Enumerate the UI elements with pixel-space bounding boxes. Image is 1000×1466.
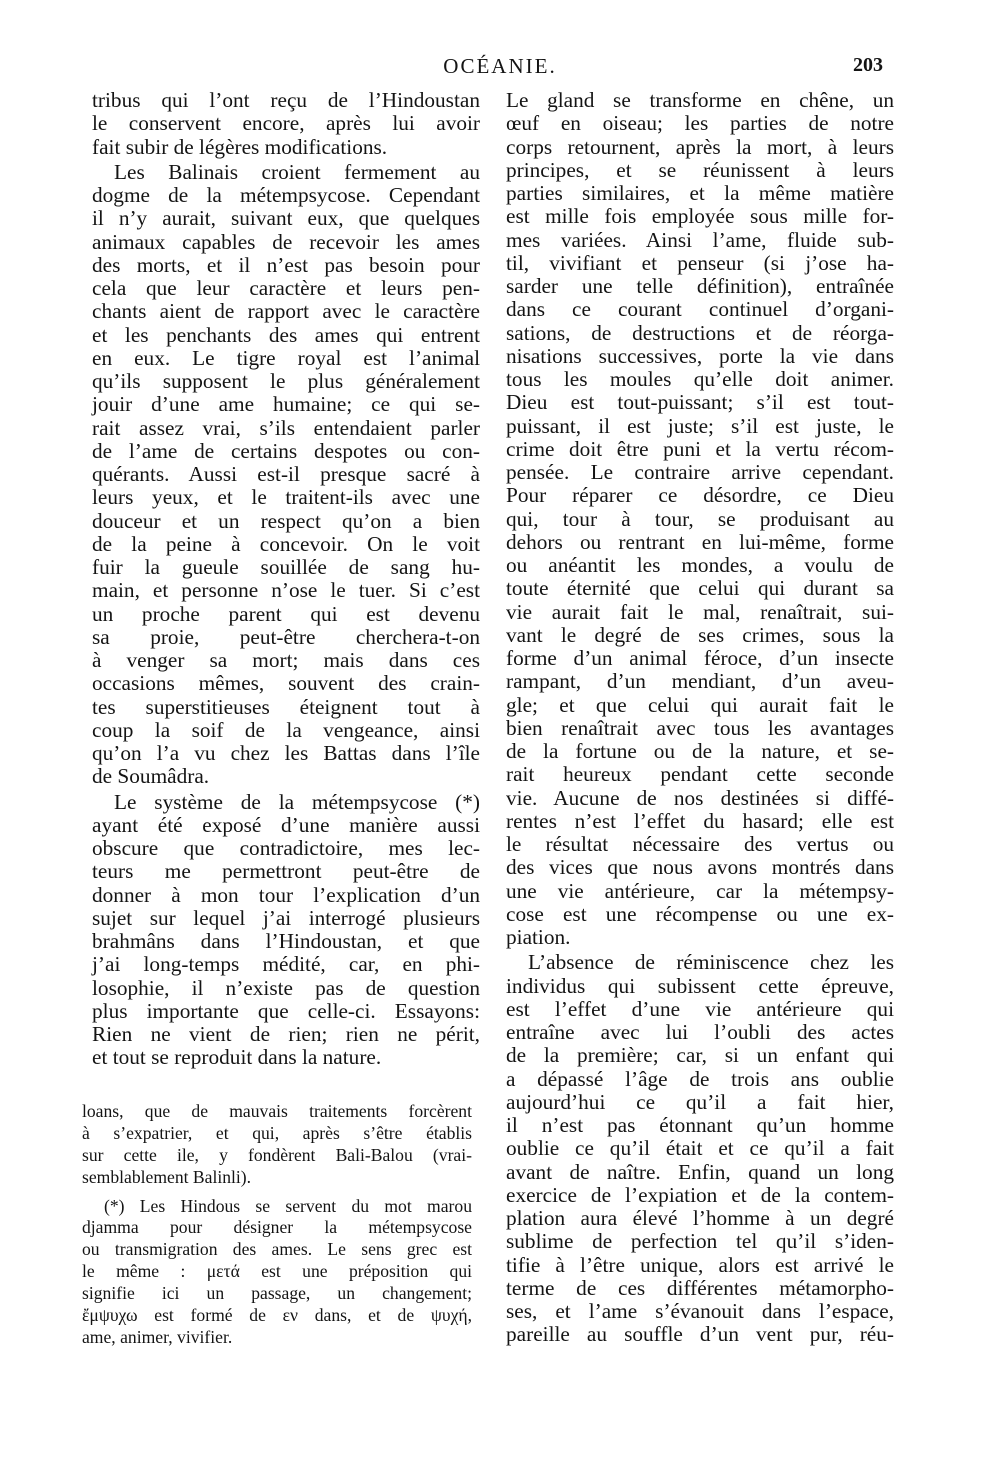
text-line: teurs me permettront peut-être de xyxy=(92,859,480,884)
text-line: sublime de perfection tel qu’il s’iden- xyxy=(506,1229,894,1254)
text-line: rait heureux pendant cette seconde xyxy=(506,762,894,787)
text-line: donner à mon tour l’explication d’un xyxy=(92,882,480,907)
text-line: tes superstitieuses éteignent tout à xyxy=(92,694,480,719)
text-line: qui, tour à tour, se produisant au xyxy=(506,506,894,531)
text-line: djamma pour désigner la métempsycose xyxy=(82,1217,472,1238)
footnote xyxy=(82,1196,472,1349)
text-line: vie aurait fait le mal, renaîtrait, sui- xyxy=(506,599,894,624)
text-line: de l’ame de certains despotes ou con- xyxy=(92,438,480,463)
text-line: nisations successives, porte la vie dans xyxy=(506,343,894,368)
text-line: individus qui subissent cette épreuve, xyxy=(506,973,894,998)
text-line: chants aient de rapport avec le caractère xyxy=(92,299,480,324)
text-line: à s’expatrier, et qui, après s’être établis xyxy=(82,1122,472,1143)
text-line: a dépassé l’âge de trois ans oublie xyxy=(506,1066,894,1091)
text-line: til, vivifiant et penseur (si j’ose ha- xyxy=(506,250,894,275)
text-line: Rien ne vient de rien; rien ne périt, xyxy=(92,1022,480,1046)
text-line: vie. Aucune de nos destinées si diffé- xyxy=(506,785,894,810)
text-line: terme de ces différentes métamorpho- xyxy=(506,1275,894,1300)
text-line: fait subir de légères modifications. xyxy=(92,134,388,159)
text-line: quérants. Aussi est-il presque sacré à xyxy=(92,462,480,486)
left-column xyxy=(92,89,480,1070)
text-line: le résultat nécessaire des vertus ou xyxy=(506,832,894,856)
text-line: sur cette ile, y fondèrent Bali-Balou (vrai- xyxy=(82,1144,472,1165)
text-line: ἔμψυχω est formé de εν dans, et de ψυχή, xyxy=(82,1305,472,1326)
text-line: loans, que de mauvais traitements forcèrent xyxy=(82,1101,472,1121)
text-line: il n’est pas étonnant qu’un homme xyxy=(506,1113,894,1137)
text-line: est mille fois employée sous mille for- xyxy=(506,204,894,229)
text-line: de la peine à concevoir. On le voit xyxy=(92,531,480,556)
footnote xyxy=(82,1101,472,1189)
text-line: œuf en oiseau; les parties de notre xyxy=(506,111,894,136)
paragraph xyxy=(92,161,480,789)
text-line: tous les moules qu’elle doit animer. xyxy=(506,367,894,391)
text-line: plus importante que celle-ci. Essayons: xyxy=(92,998,480,1023)
text-line: des vices que nous avons montrés dans xyxy=(506,855,894,880)
text-line: le même : μετά est une préposition qui xyxy=(82,1261,472,1282)
text-line: jouir d’une ame humaine; ce qui se- xyxy=(92,392,480,417)
paragraph xyxy=(506,951,894,1346)
text-line: qu’on l’a vu chez les Battas dans l’île xyxy=(92,741,480,765)
text-line: mes variées. Ainsi l’ame, fluide sub- xyxy=(506,227,894,252)
text-line: avant de naître. Enfin, quand un long xyxy=(506,1159,894,1184)
paragraph xyxy=(92,89,480,159)
text-line: ame, animer, vivifier. xyxy=(82,1326,233,1347)
text-line: dans ce courant continuel d’organi- xyxy=(506,297,894,322)
text-line: en eux. Le tigre royal est l’animal xyxy=(92,345,480,370)
text-line: principes, et se réunissent à leurs xyxy=(506,157,894,182)
text-line: une vie antérieure, car la métempsy- xyxy=(506,878,894,903)
text-line: et les penchants des ames qui entrent xyxy=(92,322,480,347)
text-line: et tout se reproduit dans la nature. xyxy=(92,1045,382,1070)
text-line: de la première; car, si un enfant qui xyxy=(506,1043,894,1068)
text-line: Dieu est tout-puissant; s’il est tout- xyxy=(506,390,894,415)
text-line: oublie ce qu’il était et ce qu’il a fait xyxy=(506,1136,894,1161)
text-line: cela que leur caractère et leurs pen- xyxy=(92,276,480,300)
text-line: leurs yeux, et le traitent-ils avec une xyxy=(92,485,480,510)
text-line: pareille au souffle d’un vent pur, réu- xyxy=(506,1322,894,1347)
right-column xyxy=(506,89,894,1347)
text-line: est l’effet d’une vie antérieure qui xyxy=(506,996,894,1021)
text-line: cose est une récompense ou une ex- xyxy=(506,901,894,926)
text-line: de la fortune ou de la nature, et se- xyxy=(506,739,894,763)
text-line: Le système de la métempsycose (*) xyxy=(114,789,480,814)
paragraph xyxy=(92,791,480,1070)
text-line: pensée. Le contraire arrive cependant. xyxy=(506,460,894,484)
text-line: obscure que contradictoire, mes lec- xyxy=(92,836,480,860)
text-line: le conservent encore, après lui avoir xyxy=(92,111,480,136)
text-line: sations, de destructions et de réorga- xyxy=(506,320,894,345)
text-line: semblablement Balinli). xyxy=(82,1166,252,1187)
text-line: exercice de l’expiation et de la contem- xyxy=(506,1182,894,1207)
text-line: (*) Les Hindous se servent du mot marou xyxy=(104,1195,472,1216)
text-line: brahmâns dans l’Hindoustan, et que xyxy=(92,929,480,953)
text-line: parties similaires, et la même matière xyxy=(506,181,894,205)
text-line: entraîne avec lui l’oubli des actes xyxy=(506,1020,894,1044)
text-line: ses, et l’ame s’évanouit dans l’espace, xyxy=(506,1299,894,1323)
text-line: toute éternité que celui qui durant sa xyxy=(506,576,894,601)
text-line: Le gland se transforme en chêne, un xyxy=(506,88,894,112)
paragraph xyxy=(506,89,894,949)
text-line: forme d’un animal féroce, d’un insecte xyxy=(506,646,894,670)
text-line: coup la soif de la vengeance, ainsi xyxy=(92,717,480,742)
text-line: sarder une telle définition), entraînée xyxy=(506,274,894,298)
text-line: des morts, et il n’est pas besoin pour xyxy=(92,252,480,277)
text-line: plation aura élevé l’homme à un degré xyxy=(506,1206,894,1230)
text-line: tifie à l’être unique, alors est arrivé le xyxy=(506,1252,894,1277)
text-line: aujourd’hui ce qu’il a fait hier, xyxy=(506,1089,894,1114)
page-number: 203 xyxy=(853,54,883,76)
running-header-title: OCÉANIE. xyxy=(443,54,557,78)
text-line: sujet sur lequel j’ai interrogé plusieurs xyxy=(92,905,480,930)
text-line: L’absence de réminiscence chez les xyxy=(528,950,894,975)
text-line: ayant été exposé d’une manière aussi xyxy=(92,812,480,837)
text-line: signifie ici un passage, un changement; xyxy=(82,1283,472,1304)
text-line: animaux capables de recevoir les ames xyxy=(92,229,480,254)
text-line: fuir la gueule souillée de sang hu- xyxy=(92,555,480,579)
text-line: rentes n’est l’effet du hasard; elle est xyxy=(506,808,894,833)
text-line: vant le degré de ses crimes, sous la xyxy=(506,622,894,647)
text-line: rampant, d’un mendiant, d’un aveu- xyxy=(506,669,894,694)
text-line: ou transmigration des ames. Le sens grec est xyxy=(82,1239,472,1260)
text-line: qu’ils supposent le plus généralement xyxy=(92,369,480,393)
text-line: j’ai long-temps médité, car, en phi- xyxy=(92,952,480,977)
text-line: losophie, il n’existe pas de question xyxy=(92,975,480,1000)
text-line: Pour réparer ce désordre, ce Dieu xyxy=(506,483,894,508)
text-line: tribus qui l’ont reçu de l’Hindoustan xyxy=(92,88,480,112)
text-line: ou anéantit les mondes, a voulu de xyxy=(506,553,894,577)
text-line: Les Balinais croient fermement au xyxy=(114,159,480,184)
text-line: il n’y aurait, suivant eux, que quelques xyxy=(92,206,480,231)
text-line: dehors ou rentrant en lui-même, forme xyxy=(506,529,894,554)
text-line: rait assez vrai, s’ils entendaient parler xyxy=(92,415,480,440)
text-line: à venger sa mort; mais dans ces xyxy=(92,648,480,672)
text-line: piation. xyxy=(506,925,571,949)
text-line: occasions mêmes, souvent des crain- xyxy=(92,671,480,696)
text-line: dogme de la métempsycose. Cependant xyxy=(92,183,480,207)
text-line: gle; et que celui qui aurait fait le xyxy=(506,692,894,717)
text-line: sa proie, peut-être cherchera-t-on xyxy=(92,624,480,649)
text-line: un proche parent qui est devenu xyxy=(92,601,480,626)
text-line: corps retournent, après la mort, à leurs xyxy=(506,134,894,159)
text-line: main, et personne n’ose le tuer. Si c’est xyxy=(92,578,480,603)
text-line: douceur et un respect qu’on a bien xyxy=(92,508,480,533)
footnotes xyxy=(82,1101,472,1349)
text-line: puissant, il est juste; s’il est juste, le xyxy=(506,413,894,438)
text-line: de Soumâdra. xyxy=(92,764,210,789)
text-line: bien renaîtrait avec tous les avantages xyxy=(506,715,894,740)
text-line: crime doit être puni et la vertu récom- xyxy=(506,436,894,461)
